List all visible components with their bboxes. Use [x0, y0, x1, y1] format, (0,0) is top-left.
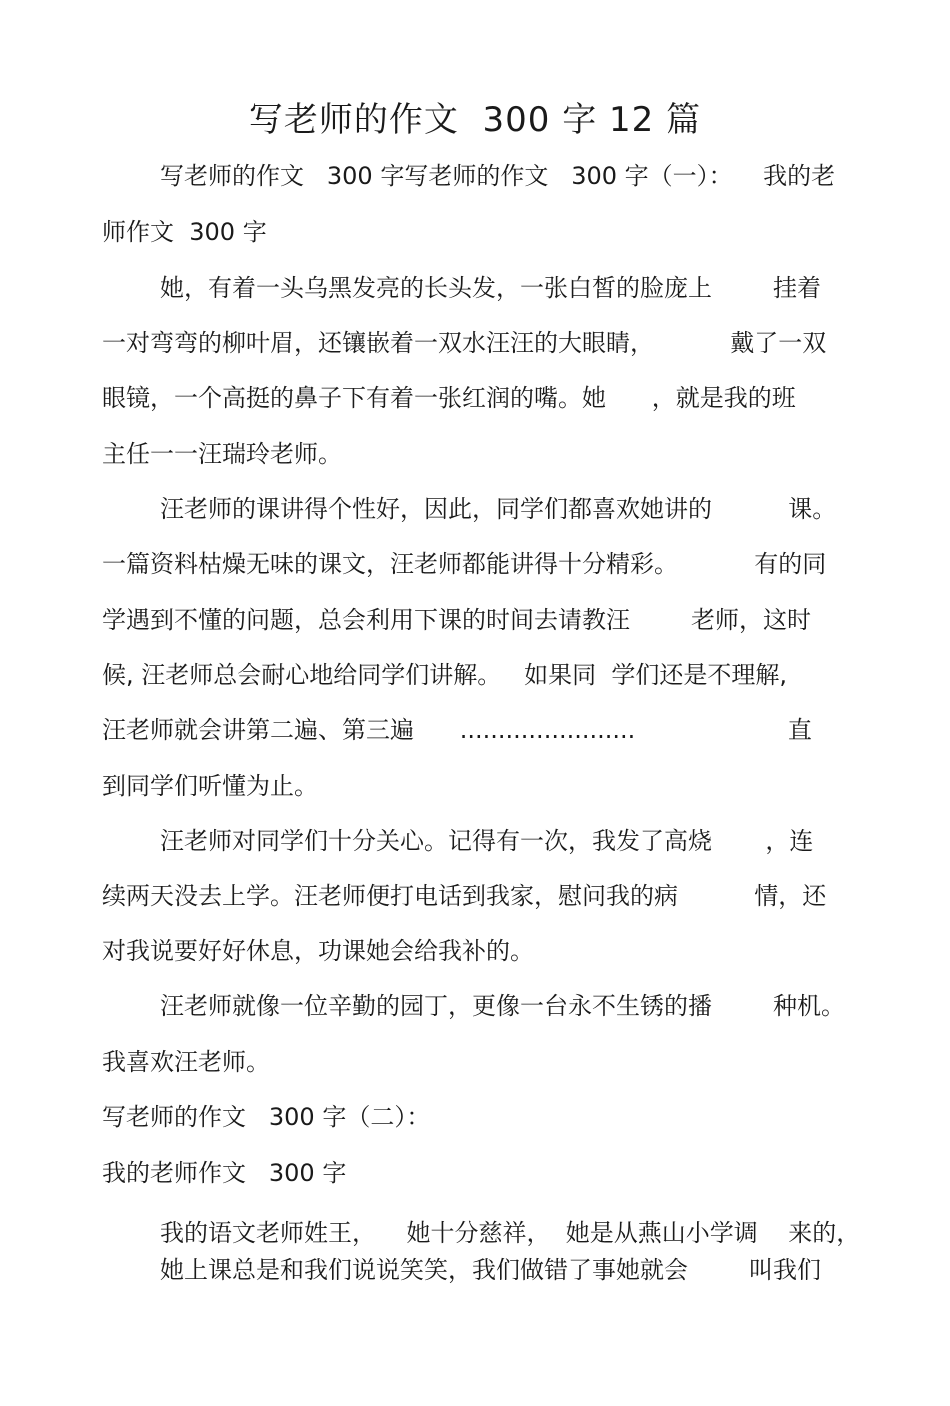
paragraph-line: 一对弯弯的柳叶眉，还镶嵌着一双水汪汪的大眼睛， 戴了一双 — [102, 329, 827, 357]
paragraph-line: 汪老师就像一位辛勤的园丁，更像一台永不生锈的播 种机。 — [160, 992, 846, 1020]
paragraph-line: 写老师的作文 300 字写老师的作文 300 字（一）： 我的老 — [160, 162, 836, 190]
paragraph-line: 主任一一汪瑞玲老师。 — [102, 440, 342, 468]
paragraph-line: 汪老师的课讲得个性好，因此，同学们都喜欢她讲的 课。 — [160, 495, 837, 523]
section-subheading: 我的老师作文 300 字 — [102, 1159, 347, 1187]
paragraph-line: 她，有着一头乌黑发亮的长头发，一张白皙的脸庞上 挂着 — [160, 274, 822, 302]
paragraph-line: 到同学们听懂为止。 — [102, 772, 318, 800]
paragraph-line: 学遇到不懂的问题，总会利用下课的时间去请教汪 老师，这时 — [102, 606, 812, 634]
paragraph-line: 汪老师对同学们十分关心。记得有一次，我发了高烧 ，连 — [160, 827, 814, 855]
paragraph-line: 汪老师就会讲第二遍、第三遍 ....................... 直 — [102, 716, 812, 744]
paragraph-line: 对我说要好好休息，功课她会给我补的。 — [102, 937, 534, 965]
section-heading: 写老师的作文 300 字（二）： — [102, 1103, 431, 1131]
paragraph-line: 我喜欢汪老师。 — [102, 1048, 270, 1076]
paragraph-line: 续两天没去上学。汪老师便打电话到我家，慰问我的病 情，还 — [102, 882, 827, 910]
paragraph-line: 她上课总是和我们说说笑笑，我们做错了事她就会 叫我们 — [160, 1256, 822, 1284]
paragraph-line: 我的语文老师姓王， 她十分慈祥， 她是从燕山小学调 来的， — [160, 1219, 861, 1247]
paragraph-line: 眼镜，一个高挺的鼻子下有着一张红润的嘴。她 ，就是我的班 — [102, 384, 796, 412]
paragraph-line: 师作文 300 字 — [102, 218, 267, 246]
paragraph-line: 一篇资料枯燥无味的课文，汪老师都能讲得十分精彩。 有的同 — [102, 550, 827, 578]
paragraph-line: 候, 汪老师总会耐心地给同学们讲解。 如果同 学们还是不理解, — [102, 661, 788, 689]
document-title: 写老师的作文 300 字 12 篇 — [248, 100, 702, 140]
